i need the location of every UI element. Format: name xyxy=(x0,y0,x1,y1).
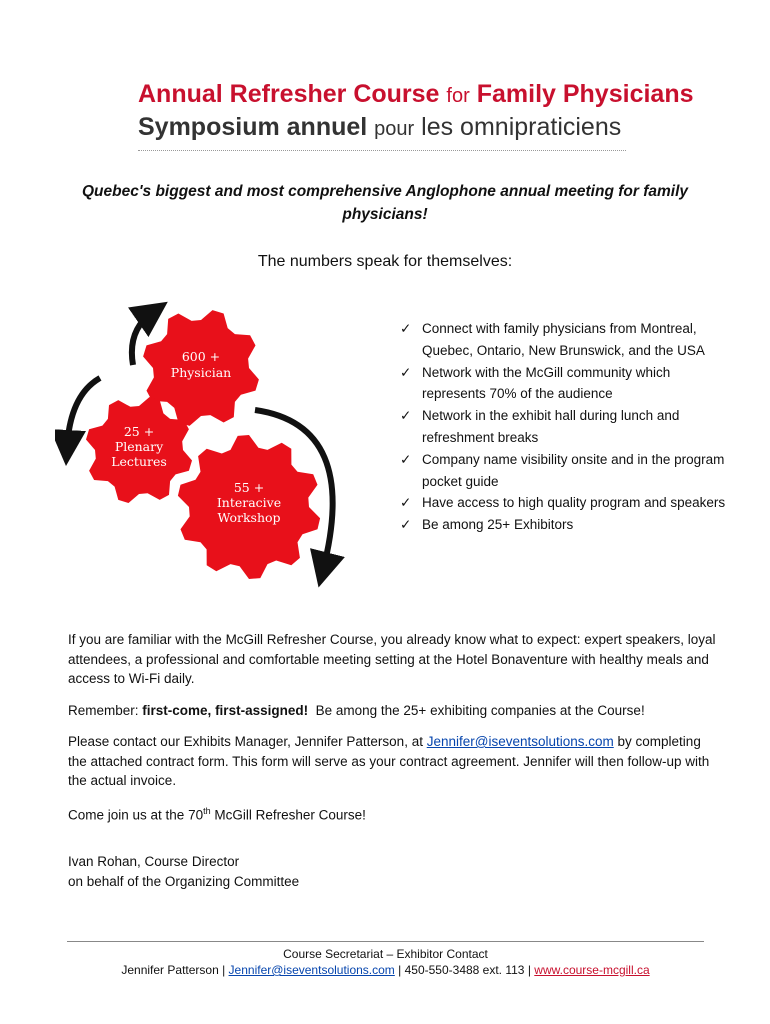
join-text-start: Come join us at the 70 xyxy=(68,807,204,823)
header-title-english xyxy=(138,80,694,109)
join-text-end: McGill Refresher Course! xyxy=(214,807,366,823)
title-course: Annual Refresher Course xyxy=(138,80,440,108)
remember-text: Be among the 25+ exhibiting companies at the Course! xyxy=(315,703,645,718)
gear-2-line2: Plenary xyxy=(114,439,164,454)
checkmark-icon: ✓ xyxy=(400,321,412,336)
gear-3-line2: Interacive xyxy=(216,495,282,510)
checkmark-icon: ✓ xyxy=(400,495,412,511)
join-paragraph xyxy=(68,802,718,825)
footer-line-1: Course Secretariat – Exhibitor Contact xyxy=(283,947,488,961)
remember-label: Remember: xyxy=(68,703,139,718)
footer-website-link[interactable]: www.course-mcgill.ca xyxy=(534,963,650,977)
title-omnipraticiens: les omnipraticiens xyxy=(421,113,622,141)
benefits-list xyxy=(400,318,730,536)
join-superscript: th xyxy=(203,806,211,816)
gear-1-line1: 600 + xyxy=(181,349,221,364)
footer-phone: | 450-550-3488 ext. 113 | xyxy=(398,963,531,977)
gear-2-line1: 25 + xyxy=(123,424,155,439)
list-item xyxy=(400,492,730,514)
intro-paragraph: If you are familiar with the McGill Refresher Course, you already know what to expect: expert speakers, loyal attendees, a professional and comfortable meeting setting at the Hotel Bonaventure with healthy meals and access to Wi-Fi daily. xyxy=(68,632,716,686)
list-item-text: Network with the McGill community which represents 70% of the audience xyxy=(422,364,671,402)
contact-paragraph xyxy=(68,732,718,791)
gear-2-line3: Lectures xyxy=(111,454,167,469)
numbers-heading: The numbers speak for themselves: xyxy=(257,253,513,270)
title-pour: pour xyxy=(374,118,415,140)
footer-line-2 xyxy=(67,962,704,978)
title-family-physicians: Family Physicians xyxy=(476,80,694,108)
gears-diagram xyxy=(55,300,375,590)
signature-line-1: Ivan Rohan, Course Director xyxy=(68,854,240,869)
list-item-text: Company name visibility onsite and in the program pocket guide xyxy=(422,451,725,489)
list-item xyxy=(400,514,730,536)
gear-3-line1: 55 + xyxy=(233,480,265,495)
signature-line-2: on behalf of the Organizing Committee xyxy=(68,874,300,889)
list-item-text: Connect with family physicians from Montreal, Quebec, Ontario, New Brunswick, and the USA xyxy=(422,321,705,358)
header-divider xyxy=(138,150,626,151)
title-for: for xyxy=(446,85,470,107)
checkmark-icon: ✓ xyxy=(400,364,412,380)
list-item xyxy=(400,318,730,362)
list-item xyxy=(400,449,730,493)
footer-email-link[interactable]: Jennifer@iseventsolutions.com xyxy=(228,963,395,977)
list-item xyxy=(400,362,730,406)
list-item-text: Be among 25+ Exhibitors xyxy=(422,517,574,533)
header-title-french xyxy=(138,113,621,142)
footer-divider xyxy=(67,941,704,942)
contact-text-start: Please contact our Exhibits Manager, Jennifer Patterson, at xyxy=(68,734,423,749)
contact-text-end: by completing the attached contract form. This form will serve as your contract agreement. Jennifer will then follow-up with the actual invoice. xyxy=(68,734,710,788)
list-item-text: Have access to high quality program and speakers xyxy=(422,495,726,511)
footer-contact-name: Jennifer Patterson | xyxy=(121,963,226,977)
title-symposium: Symposium annuel xyxy=(138,113,368,141)
list-item-text: Network in the exhibit hall during lunch and refreshment breaks xyxy=(422,408,680,445)
remember-emphasis: first-come, first-assigned! xyxy=(142,703,309,718)
tagline: Quebec's biggest and most comprehensive Anglophone annual meeting for family physicians! xyxy=(82,183,688,223)
gear-1-line2: Physician xyxy=(170,365,232,380)
list-item xyxy=(400,405,730,449)
checkmark-icon: ✓ xyxy=(400,451,412,467)
checkmark-icon: ✓ xyxy=(400,517,412,533)
checkmark-icon: ✓ xyxy=(400,408,412,424)
gear-3-line3: Workshop xyxy=(217,510,281,525)
remember-paragraph xyxy=(68,701,718,721)
contact-email-link[interactable]: Jennifer@iseventsolutions.com xyxy=(426,734,614,749)
